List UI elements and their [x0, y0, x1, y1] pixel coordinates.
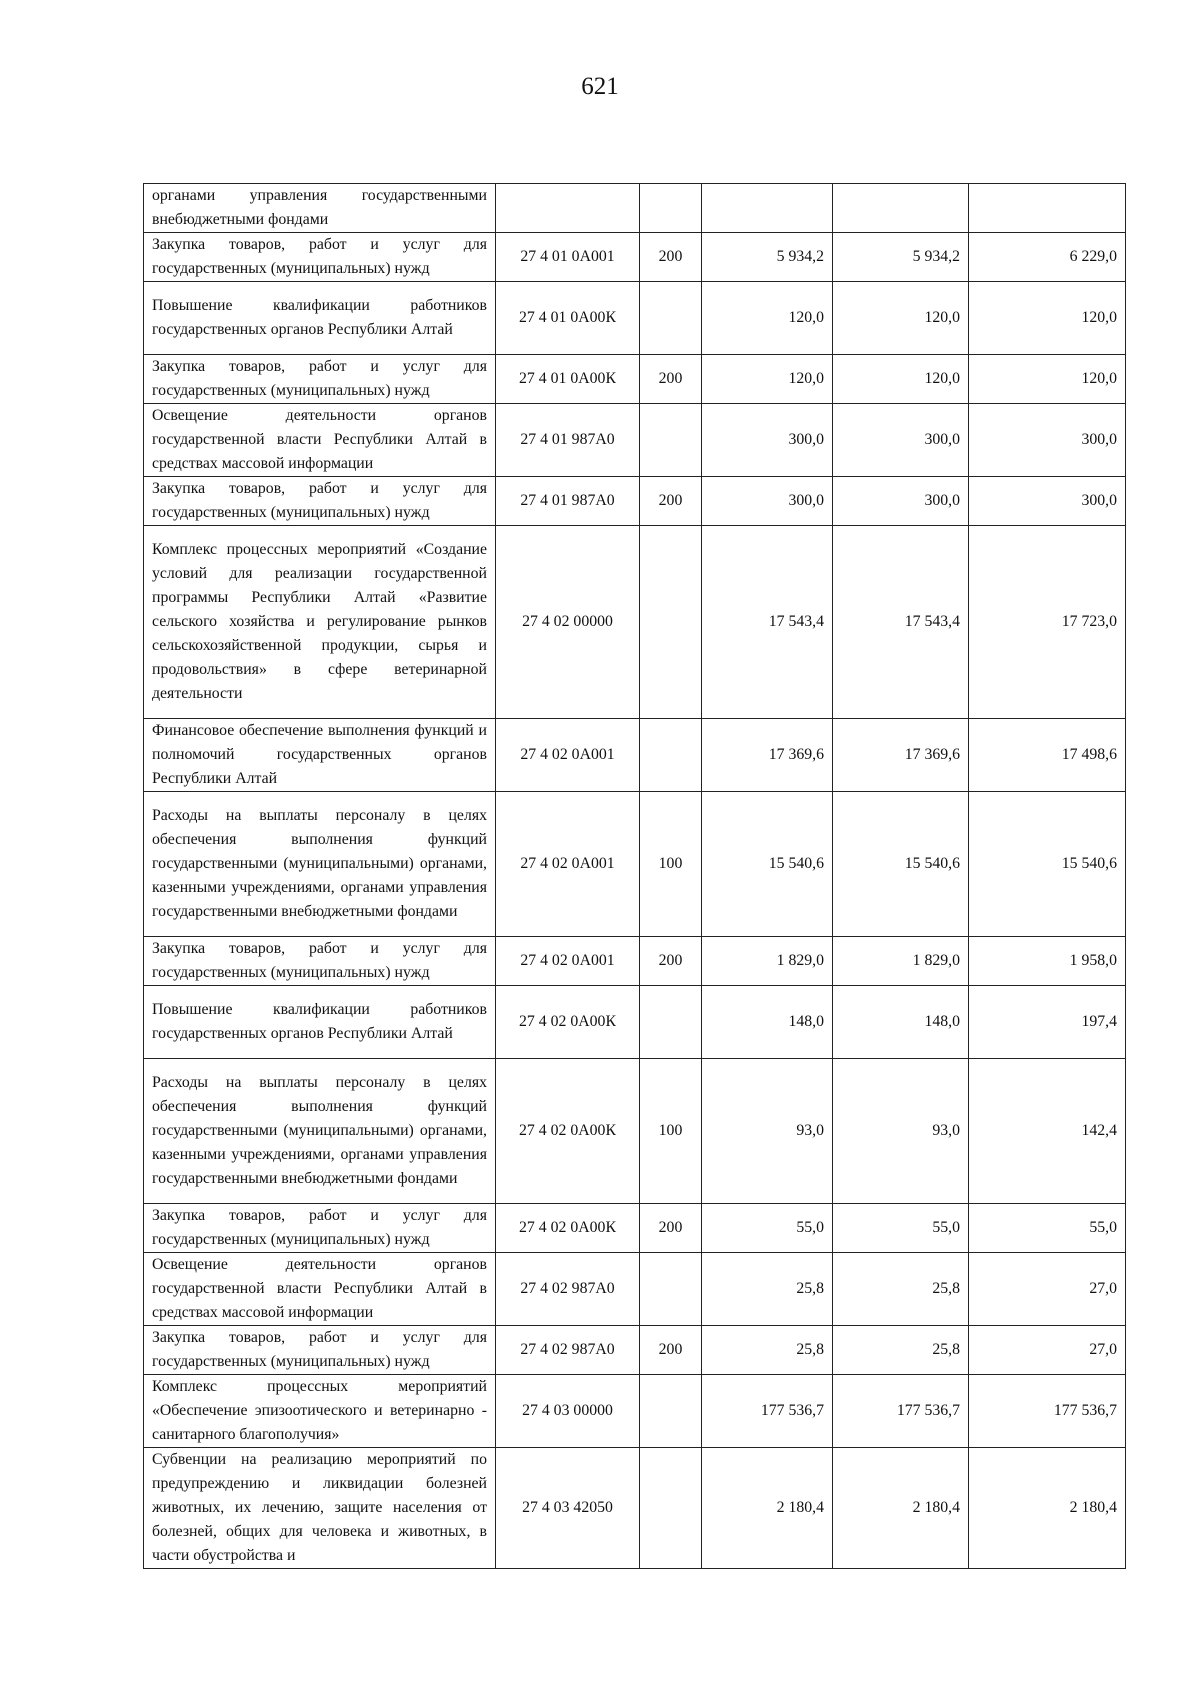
- row-year1-amount: 25,8: [702, 1326, 833, 1375]
- table-row: [144, 1059, 1126, 1204]
- row-expense-type: 200: [640, 1326, 702, 1375]
- row-year1-amount: 120,0: [702, 282, 833, 355]
- row-name: Освещение деятельности органов государственной власти Республики Алтай в средствах массовой информации: [144, 404, 496, 477]
- row-code: 27 4 02 987А0: [496, 1326, 640, 1375]
- row-year2-amount: 148,0: [833, 986, 969, 1059]
- table-row: [144, 792, 1126, 937]
- row-year1-amount: 1 829,0: [702, 937, 833, 986]
- row-year3-amount: 197,4: [969, 986, 1126, 1059]
- row-year1-amount: 17 369,6: [702, 719, 833, 792]
- row-name: Закупка товаров, работ и услуг для государственных (муниципальных) нужд: [144, 1204, 496, 1253]
- row-year2-amount: [833, 184, 969, 233]
- row-year1-amount: [702, 184, 833, 233]
- table-row: [144, 184, 1126, 233]
- table-row: [144, 1448, 1126, 1569]
- row-year2-amount: 25,8: [833, 1326, 969, 1375]
- row-year1-amount: 5 934,2: [702, 233, 833, 282]
- row-year1-amount: 148,0: [702, 986, 833, 1059]
- row-code: 27 4 01 987А0: [496, 404, 640, 477]
- row-year2-amount: 177 536,7: [833, 1375, 969, 1448]
- row-year3-amount: 300,0: [969, 404, 1126, 477]
- row-code: 27 4 02 0А001: [496, 937, 640, 986]
- table-row: [144, 1326, 1126, 1375]
- row-year1-amount: 93,0: [702, 1059, 833, 1204]
- row-year3-amount: 55,0: [969, 1204, 1126, 1253]
- page-number: 621: [581, 73, 619, 100]
- row-year1-amount: 55,0: [702, 1204, 833, 1253]
- row-year2-amount: 120,0: [833, 282, 969, 355]
- row-expense-type: [640, 719, 702, 792]
- table-row: [144, 1253, 1126, 1326]
- row-name: Закупка товаров, работ и услуг для государственных (муниципальных) нужд: [144, 355, 496, 404]
- row-expense-type: 200: [640, 233, 702, 282]
- budget-table: [143, 183, 1126, 1569]
- table-row: [144, 1375, 1126, 1448]
- row-code: 27 4 02 0А00К: [496, 1204, 640, 1253]
- row-code: 27 4 01 0А00К: [496, 355, 640, 404]
- row-expense-type: 100: [640, 1059, 702, 1204]
- row-name: Комплекс процессных мероприятий «Создание условий для реализации государственной программы Республики Алтай «Развитие сельского хозяйства и регулирование рынков сельскохозяйственной продукции, сырья и продовольствия» в сфере ветеринарной деятельности: [144, 526, 496, 719]
- row-year2-amount: 17 543,4: [833, 526, 969, 719]
- row-year3-amount: 17 723,0: [969, 526, 1126, 719]
- table-row: [144, 986, 1126, 1059]
- row-expense-type: [640, 1253, 702, 1326]
- row-name: Расходы на выплаты персоналу в целях обеспечения выполнения функций государственными (муниципальными) органами, казенными учреждениями, органами управления государственными внебюджетными фондами: [144, 1059, 496, 1204]
- table-row: [144, 404, 1126, 477]
- row-name: Закупка товаров, работ и услуг для государственных (муниципальных) нужд: [144, 233, 496, 282]
- row-year2-amount: 120,0: [833, 355, 969, 404]
- row-code: 27 4 01 0А001: [496, 233, 640, 282]
- table-row: [144, 719, 1126, 792]
- row-year3-amount: 300,0: [969, 477, 1126, 526]
- row-year2-amount: 25,8: [833, 1253, 969, 1326]
- row-year3-amount: 120,0: [969, 282, 1126, 355]
- table-row: [144, 937, 1126, 986]
- row-name: Закупка товаров, работ и услуг для государственных (муниципальных) нужд: [144, 937, 496, 986]
- row-code: 27 4 02 0А00К: [496, 1059, 640, 1204]
- row-expense-type: [640, 184, 702, 233]
- row-year2-amount: 5 934,2: [833, 233, 969, 282]
- row-name: Комплекс процессных мероприятий «Обеспечение эпизоотического и ветеринарно - санитарного благополучия»: [144, 1375, 496, 1448]
- row-year3-amount: 15 540,6: [969, 792, 1126, 937]
- row-year2-amount: 300,0: [833, 404, 969, 477]
- row-year3-amount: 1 958,0: [969, 937, 1126, 986]
- row-year3-amount: 6 229,0: [969, 233, 1126, 282]
- row-code: 27 4 01 987А0: [496, 477, 640, 526]
- row-expense-type: [640, 404, 702, 477]
- row-year2-amount: 300,0: [833, 477, 969, 526]
- row-code: 27 4 03 00000: [496, 1375, 640, 1448]
- row-year2-amount: 2 180,4: [833, 1448, 969, 1569]
- table-row: [144, 1204, 1126, 1253]
- row-year3-amount: 27,0: [969, 1253, 1126, 1326]
- table-row: [144, 282, 1126, 355]
- row-year2-amount: 93,0: [833, 1059, 969, 1204]
- row-name: Расходы на выплаты персоналу в целях обеспечения выполнения функций государственными (муниципальными) органами, казенными учреждениями, органами управления государственными внебюджетными фондами: [144, 792, 496, 937]
- row-year2-amount: 15 540,6: [833, 792, 969, 937]
- table-row: [144, 477, 1126, 526]
- row-year3-amount: 120,0: [969, 355, 1126, 404]
- budget-table-body: [144, 184, 1126, 1569]
- row-expense-type: [640, 526, 702, 719]
- table-row: [144, 233, 1126, 282]
- row-name: Закупка товаров, работ и услуг для государственных (муниципальных) нужд: [144, 1326, 496, 1375]
- row-year1-amount: 2 180,4: [702, 1448, 833, 1569]
- row-expense-type: [640, 986, 702, 1059]
- row-code: 27 4 01 0А00К: [496, 282, 640, 355]
- row-expense-type: 100: [640, 792, 702, 937]
- row-year3-amount: 177 536,7: [969, 1375, 1126, 1448]
- row-code: 27 4 02 0А001: [496, 719, 640, 792]
- row-code: 27 4 02 0А001: [496, 792, 640, 937]
- row-year3-amount: 17 498,6: [969, 719, 1126, 792]
- row-year1-amount: 177 536,7: [702, 1375, 833, 1448]
- row-year1-amount: 120,0: [702, 355, 833, 404]
- row-year1-amount: 15 540,6: [702, 792, 833, 937]
- row-name: органами управления государственными внебюджетными фондами: [144, 184, 496, 233]
- row-expense-type: [640, 1448, 702, 1569]
- row-code: 27 4 02 0А00К: [496, 986, 640, 1059]
- row-expense-type: [640, 1375, 702, 1448]
- row-expense-type: 200: [640, 477, 702, 526]
- row-year2-amount: 55,0: [833, 1204, 969, 1253]
- row-year3-amount: 2 180,4: [969, 1448, 1126, 1569]
- row-code: 27 4 03 42050: [496, 1448, 640, 1569]
- row-year1-amount: 300,0: [702, 404, 833, 477]
- row-year2-amount: 1 829,0: [833, 937, 969, 986]
- row-name: Повышение квалификации работников государственных органов Республики Алтай: [144, 282, 496, 355]
- row-name: Освещение деятельности органов государственной власти Республики Алтай в средствах массовой информации: [144, 1253, 496, 1326]
- table-row: [144, 355, 1126, 404]
- row-expense-type: 200: [640, 937, 702, 986]
- row-year1-amount: 300,0: [702, 477, 833, 526]
- row-year3-amount: 142,4: [969, 1059, 1126, 1204]
- row-expense-type: 200: [640, 355, 702, 404]
- row-code: [496, 184, 640, 233]
- row-year2-amount: 17 369,6: [833, 719, 969, 792]
- row-name: Повышение квалификации работников государственных органов Республики Алтай: [144, 986, 496, 1059]
- table-row: [144, 526, 1126, 719]
- row-year3-amount: [969, 184, 1126, 233]
- row-name: Закупка товаров, работ и услуг для государственных (муниципальных) нужд: [144, 477, 496, 526]
- row-name: Субвенции на реализацию мероприятий по предупреждению и ликвидации болезней животных, их лечению, защите населения от болезней, общих для человека и животных, в части обустройства и: [144, 1448, 496, 1569]
- row-year1-amount: 25,8: [702, 1253, 833, 1326]
- row-code: 27 4 02 987А0: [496, 1253, 640, 1326]
- row-expense-type: 200: [640, 1204, 702, 1253]
- row-expense-type: [640, 282, 702, 355]
- row-code: 27 4 02 00000: [496, 526, 640, 719]
- row-name: Финансовое обеспечение выполнения функций и полномочий государственных органов Республики Алтай: [144, 719, 496, 792]
- row-year3-amount: 27,0: [969, 1326, 1126, 1375]
- row-year1-amount: 17 543,4: [702, 526, 833, 719]
